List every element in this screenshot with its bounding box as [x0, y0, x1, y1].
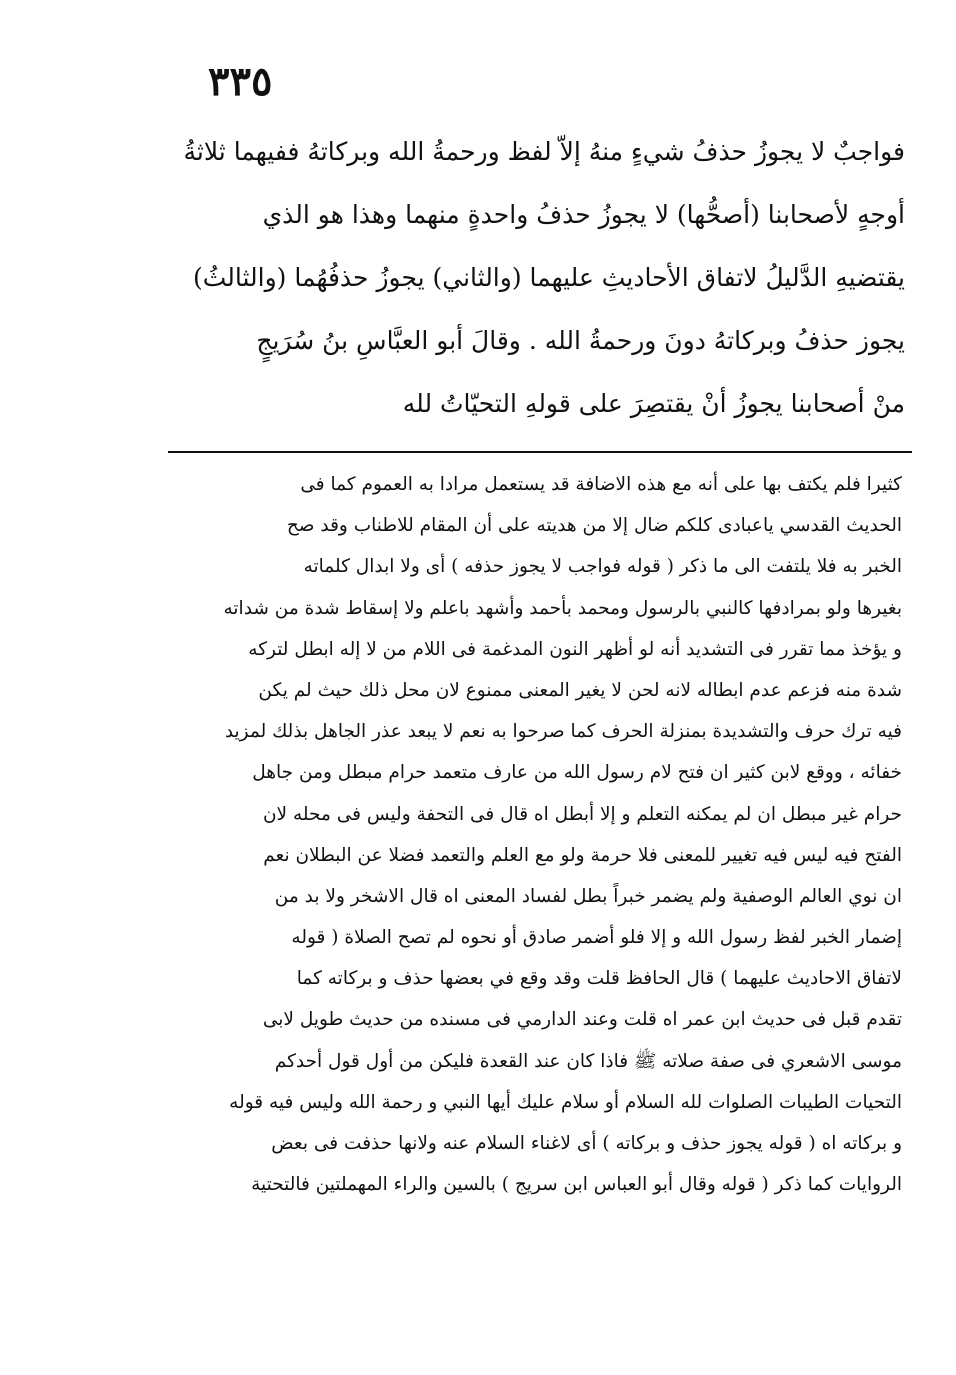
- commentary-line: الفتح فيه ليس فيه تغيير للمعنى فلا حرمة ولو مع العلم والتعمد فضلا عن البطلان نعم: [263, 844, 902, 866]
- commentary-line: الخبر به فلا يلتفت الى ما ذكر ( قوله فواجب لا يجوز حذفه ) أى ولا ابدال كلماته: [303, 556, 902, 578]
- page-number: ٣٣٥: [208, 58, 273, 105]
- commentary-block: [160, 464, 902, 1205]
- commentary-line: شدة منه فزعم عدم ابطاله لانه لحن لا يغير المعنى ممنوع لان محل ذلك حيث لم يكن: [258, 679, 902, 701]
- commentary-line: إضمار الخبر لفظ رسول الله و إلا فلو أضمر صادق أو نحوه لم تصح الصلاة ( قوله: [291, 927, 902, 949]
- main-text-line: يقتضيهِ الدَّليلُ لاتفاق الأحاديثِ عليهما (والثاني) يجوزُ حذفُهُما (والثالثُ): [192, 263, 905, 292]
- commentary-line: الروايات كما ذكر ( قوله وقال أبو العباس ابن سريج ) بالسين والراء المهملتين فالتحتية: [251, 1174, 902, 1196]
- commentary-line: تقدم قبل فى حديث ابن عمر اه قلت وعند الدارمي فى مسنده من حديث طويل لابى: [262, 1009, 902, 1031]
- commentary-line: و يؤخذ مما تقرر فى التشديد أنه لو أظهر النون المدغمة فى اللام من لا إله ابطل لتركه: [248, 638, 902, 660]
- commentary-line: لاتفاق الاحاديث عليهما ) قال الحافظ قلت وقد وقع في بعضها حذف و بركاته كما: [296, 968, 902, 990]
- main-text-line: منْ أصحابنا يجوزُ أنْ يقتصِرَ على قولهِ التحيّاتُ لله: [402, 389, 905, 418]
- separator-rule: [168, 451, 912, 453]
- commentary-line: التحيات الطيبات الصلوات لله السلام أو سلام عليك أيها النبي و رحمة الله وليس فيه قوله: [229, 1091, 902, 1113]
- commentary-line: خفائه ، ووقع لابن كثير ان فتح لام رسول الله من عارف متعمد حرام مبطل ومن جاهل: [252, 762, 902, 784]
- commentary-line: بغيرها ولو بمرادفها كالنبي بالرسول ومحمد بأحمد وأشهد باعلم ولا إسقاط شدة من شداته: [223, 597, 902, 619]
- main-text-line: أوجهٍ لأصحابنا (أصحُّها) لا يجوزُ حذفُ واحدةٍ منهما وهذا هو الذي: [262, 200, 905, 229]
- commentary-line: الحديث القدسي ياعبادى كلكم ضال إلا من هديته على أن المقام للاطناب وقد صح: [286, 515, 902, 537]
- main-text-block: [150, 120, 905, 435]
- main-text-line: يجوز حذفُ وبركاتهُ دونَ ورحمةُ الله . وقالَ أبو العبَّاسِ بنُ سُرَيجٍ: [256, 326, 905, 355]
- commentary-line: فيه ترك حرف والتشديدة بمنزلة الحرف كما صرحوا به نعم لا يبعد عذر الجاهل بذلك لمزيد: [224, 721, 902, 743]
- commentary-line: كثيرا فلم يكتف بها على أنه مع هذه الاضافة قد يستعمل مرادا به العموم كما فى: [300, 474, 902, 495]
- commentary-line: موسى الاشعري فى صفة صلاته ﷺ فاذا كان عند القعدة فليكن من أول قول أحدكم: [274, 1050, 902, 1072]
- commentary-line: و بركاته اه ( قوله يجوز حذف و بركاته ) أى لاغناء السلام عنه ولانها حذفت فى بعض: [271, 1133, 902, 1154]
- commentary-line: حرام غير مبطل ان لم يمكنه التعلم و إلا أبطل اه قال فى التحفة وليس فى محله لان: [262, 803, 902, 825]
- commentary-line: ان نوي العالم الوصفية ولم يضمر خبراً بطل لفساد المعنى اه قال الاشخر ولا بد من: [274, 885, 902, 907]
- main-text-line: فواجبٌ لا يجوزُ حذفُ شيءٍ منهُ إلاّ لفظ ورحمةُ الله وبركاتهُ ففيهما ثلاثةُ: [183, 137, 905, 166]
